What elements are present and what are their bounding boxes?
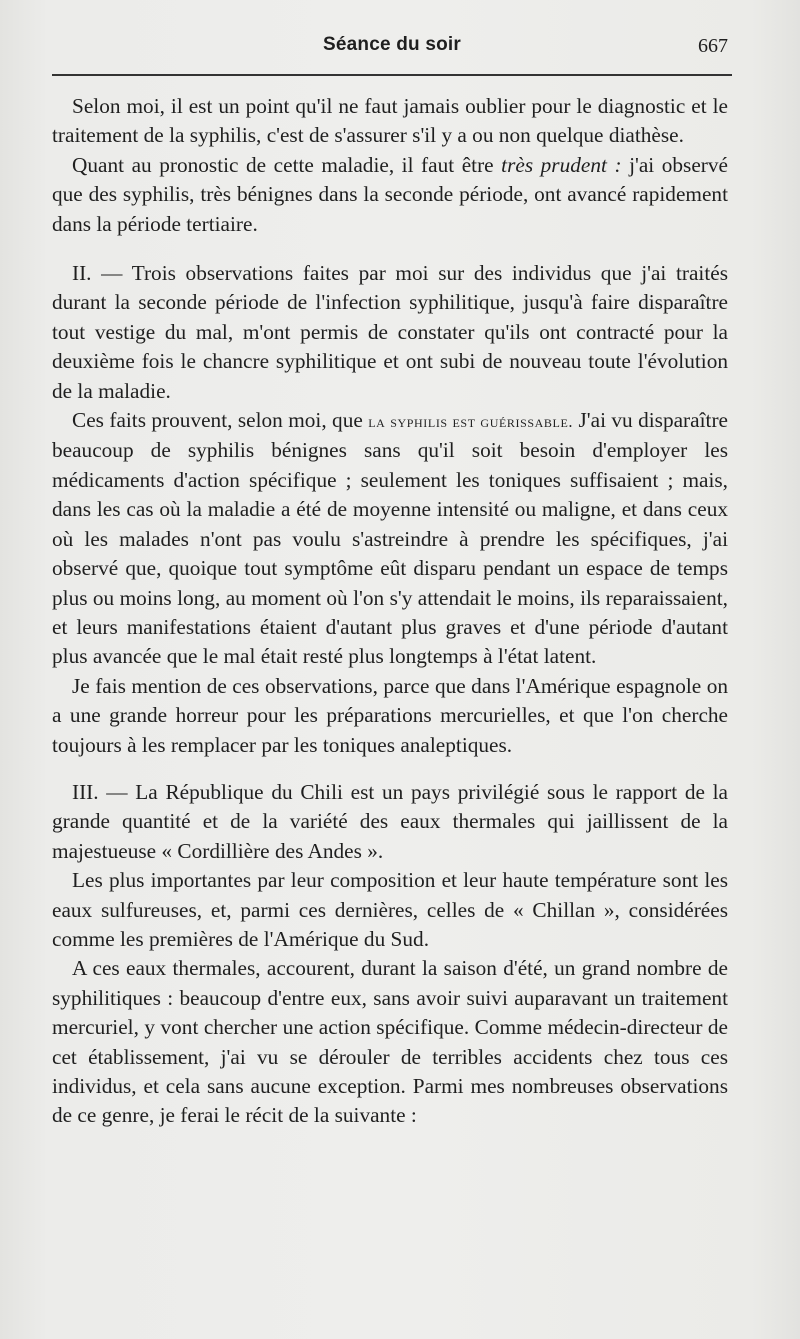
- header-rule: [52, 74, 732, 76]
- paragraph-pronostic: [52, 151, 728, 239]
- running-title: Séance du soir: [323, 34, 461, 55]
- paragraph-faits: [52, 406, 728, 672]
- paragraph-importantes: [52, 866, 728, 954]
- paragraph-text: J'ai vu disparaître beaucoup de syphilis bénignes sans qu'il soit besoin d'employer les médicaments d'action spécifique ; seulement les toniques suffisaient ; mais, dans les cas où la maladie a été de moyenne intensité ou maligne, et dans ceux où les malades n'ont pas voulu s'astreindre à prendre les spécifiques, j'ai observé que, quoique tout symptôme eût disparu pendant un espace de temps plus ou moins long, au moment où l'on s'y attendait le moins, ils reparaissaient, et leurs manifestations étaient d'autant plus graves et d'une période d'autant plus avancée que le mal était resté plus longtemps à l'état latent.: [52, 408, 728, 669]
- paragraph-text: Quant au pronostic de cette maladie, il faut être: [72, 152, 502, 177]
- page-number: 667: [698, 35, 728, 57]
- section-ii-paragraph: [52, 259, 728, 406]
- running-header: [52, 34, 732, 64]
- paragraph-eaux-thermales: [52, 954, 728, 1130]
- paragraph-text: A ces eaux thermales, accourent, durant la saison d'été, un grand nombre de syphilitiques : beaucoup d'entre eux, sans avoir suivi auparavant un traitement mercuriel, y vont chercher une action spécifique. Comme médecin-directeur de cet établissement, j'ai vu se dérouler de terribles accidents chez tous ces individus, et cela sans aucune exception. Parmi mes nombreuses observations de ce genre, je ferai le récit de la suivante :: [52, 956, 728, 1128]
- paragraph-text: Selon moi, il est un point qu'il ne faut jamais oublier pour le diagnostic et le traitement de la syphilis, c'est de s'assurer s'il y a ou non quelque diathèse.: [52, 94, 728, 148]
- paragraph-text: III. — La République du Chili est un pays privilégié sous le rapport de la grande quantité et de la variété des eaux thermales qui jaillissent de la majestueuse « Cordillière des Andes ».: [52, 779, 728, 863]
- emphasis-text: très prudent :: [501, 152, 622, 177]
- paragraph-text: Je fais mention de ces observations, parce que dans l'Amérique espagnole on a une grande horreur pour les préparations mercurielles, et que l'on cherche toujours à les remplacer par les toniques analeptiques.: [52, 673, 728, 757]
- paragraph-mention: [52, 672, 728, 760]
- paragraph-text: Ces faits prouvent, selon moi, que: [72, 408, 369, 433]
- paragraph-diagnostic: [52, 92, 728, 151]
- paragraph-text: II. — Trois observations faites par moi sur des individus que j'ai traités durant la seconde période de l'infection syphilitique, jusqu'à faire disparaître tout vestige du mal, m'ont permis de constater qu'ils ont contracté pour la deuxième fois le chancre syphilitique et ont subi de nouveau toute l'évolution de la maladie.: [52, 261, 728, 403]
- paragraph-text: Les plus importantes par leur composition et leur haute température sont les eaux sulfureuses, et, parmi ces dernières, celles de « Chillan », considérées comme les premières de l'Amérique du Sud.: [52, 868, 728, 951]
- body-text: [52, 92, 728, 1131]
- paragraph-text: j'ai observé que des syphilis, très bénignes dans la seconde période, ont avancé rapidement dans la période tertiaire.: [52, 152, 728, 236]
- small-caps-text: la syphilis est guérissable.: [368, 412, 574, 432]
- section-iii-paragraph: [52, 778, 728, 866]
